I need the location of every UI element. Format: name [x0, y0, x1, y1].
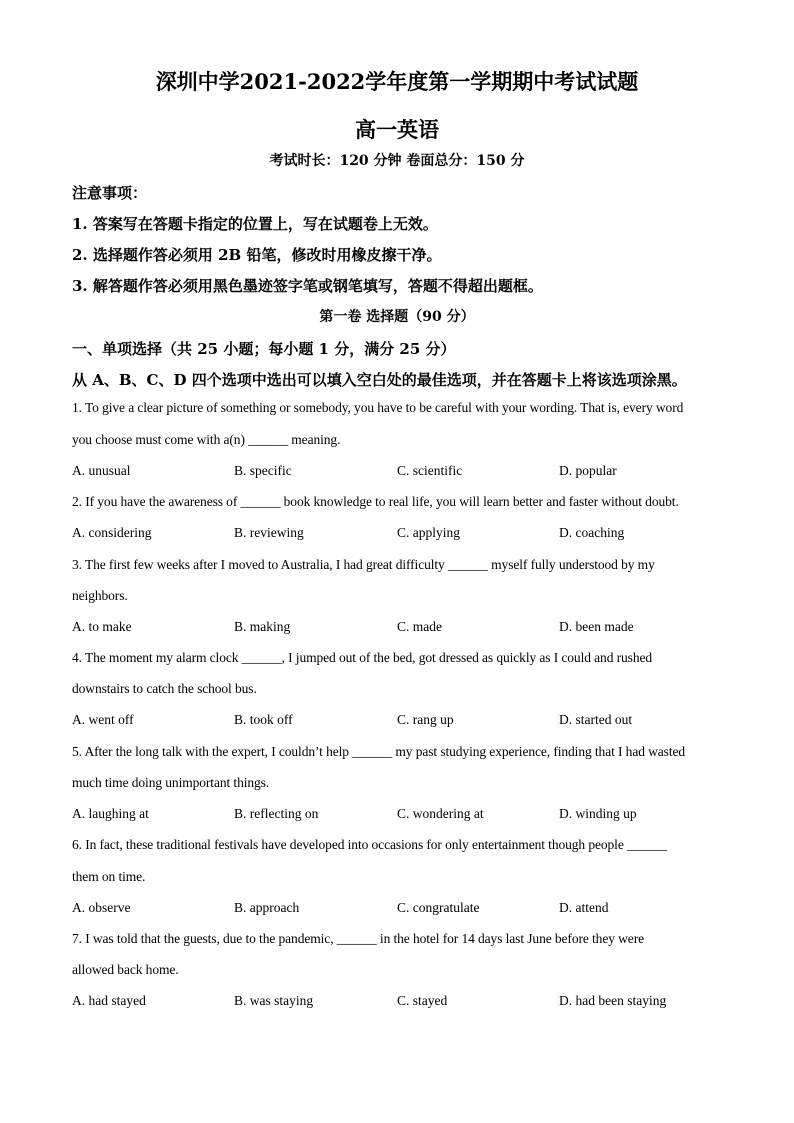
part-title: 一、单项选择（共 25 小题；每小题 1 分，满分 25 分）	[72, 340, 456, 358]
question-options	[72, 619, 752, 639]
question-text: 7. I was told that the guests, due to the pandemic, ______ in the hotel for 14 days last June before they were	[72, 931, 644, 946]
section-instruction: 从 A、B、C、D 四个选项中选出可以填入空白处的最佳选项，并在答题卡上将该选项涂黑。	[72, 371, 687, 389]
option-d: D. popular	[559, 463, 617, 478]
question-options	[72, 712, 752, 732]
option-a: A. observe	[72, 900, 131, 915]
option-a: A. unusual	[72, 463, 131, 478]
option-d: D. started out	[559, 712, 633, 727]
option-a: A. laughing at	[72, 806, 149, 821]
question-text: allowed back home.	[72, 962, 179, 977]
option-b: B. was staying	[234, 993, 314, 1008]
option-b: B. specific	[234, 463, 292, 478]
option-d: D. been made	[559, 619, 634, 634]
option-c: C. made	[397, 619, 442, 634]
question-text: 4. The moment my alarm clock ______, I jumped out of the bed, got dressed as quickly as I could and rushed	[72, 650, 653, 665]
question-text: 5. After the long talk with the expert, I couldn’t help ______ my past studying experience, finding that I had wasted	[72, 744, 686, 759]
question-options	[72, 900, 752, 920]
option-c: C. rang up	[397, 712, 454, 727]
option-b: B. reflecting on	[234, 806, 319, 821]
option-c: C. stayed	[397, 993, 448, 1008]
option-d: D. coaching	[559, 525, 625, 540]
option-a: A. had stayed	[72, 993, 146, 1008]
option-b: B. reviewing	[234, 525, 304, 540]
option-d: D. winding up	[559, 806, 637, 821]
note-item: 3. 解答题作答必须用黑色墨迹签字笔或钢笔填写，答题不得超出题框。	[72, 277, 543, 295]
question-options	[72, 525, 752, 545]
question-text: them on time.	[72, 869, 146, 884]
question-text: neighbors.	[72, 588, 128, 603]
question-text: 6. In fact, these traditional festivals have developed into occasions for only entertainment though people ______	[72, 837, 667, 852]
note-item: 2. 选择题作答必须用 2B 铅笔，修改时用橡皮擦干净。	[72, 246, 442, 264]
option-c: C. applying	[397, 525, 460, 540]
exam-title: 深圳中学2021-2022学年度第一学期期中考试试题	[155, 69, 639, 94]
notes-heading: 注意事项：	[72, 184, 148, 202]
note-item: 1. 答案写在答题卡指定的位置上，写在试题卷上无效。	[72, 215, 438, 233]
option-b: B. approach	[234, 900, 300, 915]
option-c: C. wondering at	[397, 806, 484, 821]
option-c: C. congratulate	[397, 900, 480, 915]
option-d: D. had been staying	[559, 993, 667, 1008]
option-d: D. attend	[559, 900, 609, 915]
option-c: C. scientific	[397, 463, 463, 478]
option-a: A. to make	[72, 619, 132, 634]
question-text: downstairs to catch the school bus.	[72, 681, 257, 696]
question-options	[72, 806, 752, 826]
question-text: 3. The first few weeks after I moved to Australia, I had great difficulty ______ myself fully understood by my	[72, 557, 655, 572]
volume-title: 第一卷 选择题（90 分）	[319, 309, 475, 325]
question-options	[72, 993, 752, 1013]
question-text: 2. If you have the awareness of ______ book knowledge to real life, you will learn better and faster without doubt.	[72, 494, 679, 509]
question-text: you choose must come with a(n) ______ meaning.	[72, 432, 341, 447]
option-b: B. making	[234, 619, 291, 634]
option-a: A. went off	[72, 712, 134, 727]
exam-info: 考试时长：120 分钟 卷面总分：150 分	[269, 153, 525, 169]
question-text: much time doing unimportant things.	[72, 775, 270, 790]
option-b: B. took off	[234, 712, 293, 727]
subject-title: 高一英语	[355, 117, 439, 142]
option-a: A. considering	[72, 525, 152, 540]
question-options	[72, 463, 752, 483]
question-text: 1. To give a clear picture of something or somebody, you have to be careful with your wording. That is, every word	[72, 400, 684, 415]
